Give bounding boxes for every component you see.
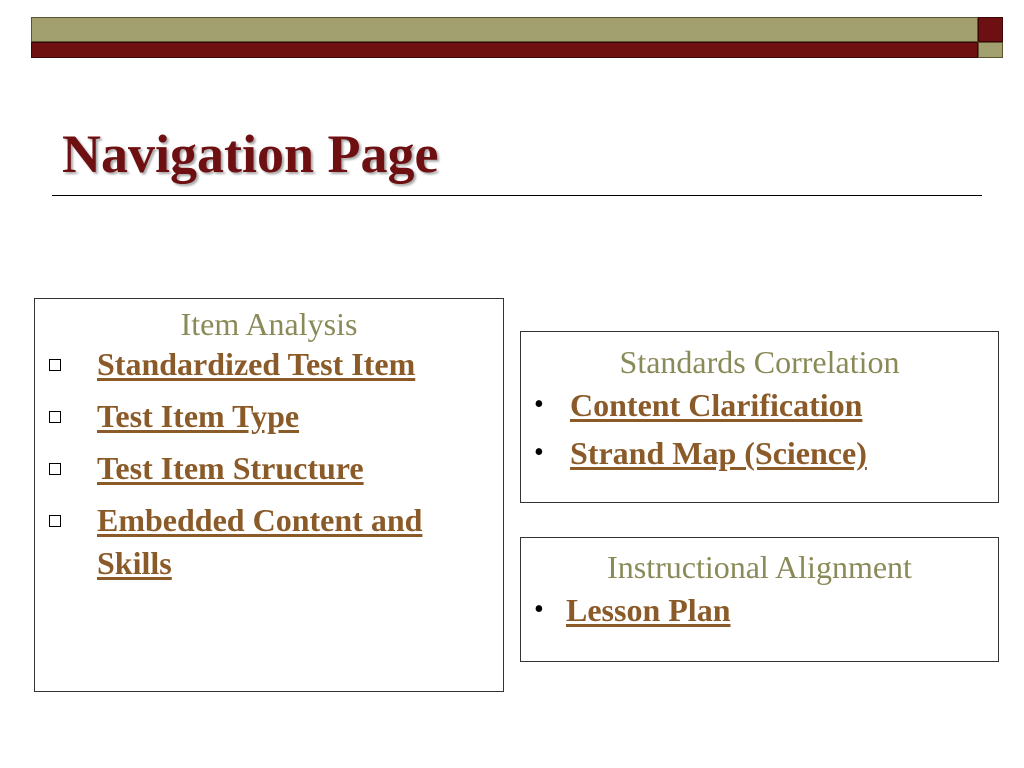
hollow-square-icon (49, 463, 61, 475)
lesson-plan-link[interactable]: Lesson Plan (566, 592, 731, 628)
test-item-structure-link[interactable]: Test Item Structure (97, 450, 364, 486)
standards-correlation-box (520, 331, 999, 503)
list-item (35, 499, 497, 585)
item-analysis-box (34, 298, 504, 692)
hollow-square-icon (49, 411, 61, 423)
list-item (35, 447, 503, 490)
page-title: Navigation Page (62, 124, 439, 184)
list-item (521, 586, 998, 634)
content-clarification-link[interactable]: Content Clarification (570, 387, 863, 423)
strand-map-science-link[interactable]: Strand Map (Science) (570, 435, 867, 471)
bullet-dot-icon: • (534, 437, 544, 468)
standardized-test-item-link[interactable]: Standardized Test Item (97, 346, 416, 382)
list-item (35, 343, 503, 386)
hollow-square-icon (49, 359, 61, 371)
bullet-dot-icon: • (534, 594, 544, 625)
top-banner-olive-bar (31, 17, 978, 42)
list-item (521, 381, 998, 429)
banner-corner-olive-square (978, 42, 1003, 58)
bullet-dot-icon: • (534, 389, 544, 420)
test-item-type-link[interactable]: Test Item Type (97, 398, 300, 434)
standards-correlation-links (521, 381, 998, 477)
list-item (35, 395, 503, 438)
standards-correlation-heading: Standards Correlation (619, 344, 900, 380)
instructional-alignment-heading: Instructional Alignment (607, 549, 912, 585)
embedded-content-and-skills-link[interactable]: Embedded Content and Skills (97, 502, 423, 581)
banner-corner-maroon-square (978, 17, 1003, 42)
item-analysis-heading: Item Analysis (180, 306, 358, 342)
instructional-alignment-links (521, 586, 998, 634)
title-divider (52, 195, 982, 196)
list-item (521, 429, 998, 477)
top-banner-maroon-bar (31, 42, 978, 58)
instructional-alignment-box (520, 537, 999, 662)
hollow-square-icon (49, 515, 61, 527)
item-analysis-links (35, 343, 503, 585)
